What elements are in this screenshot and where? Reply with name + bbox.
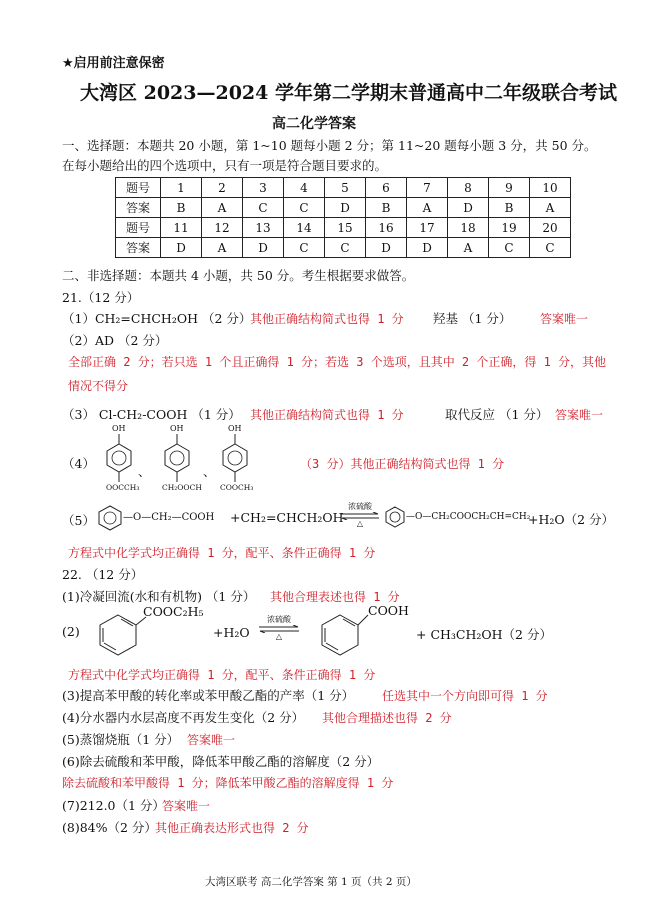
table-cell: 14: [284, 218, 325, 238]
q21-p3-answer2: 取代反应 （1 分）: [445, 407, 549, 422]
substituent-label: CH₂OOCH: [162, 483, 202, 492]
separator: 、: [203, 464, 216, 479]
table-cell: C: [489, 238, 530, 258]
heat-symbol: △: [275, 632, 283, 641]
section1-line1: 一、选择题：本题共 20 小题，第 1~10 题每小题 2 分；第 11~20 题每小题 3 分，共 50 分。: [62, 138, 597, 153]
q22-p4-answer: (4)分水器内水层高度不再发生变化（2 分）: [62, 710, 305, 725]
answer-table: [115, 177, 571, 258]
q21-p3-note: 其他正确结构简式也得 1 分: [250, 408, 404, 422]
table-row: [116, 218, 571, 238]
table-cell: C: [530, 238, 571, 258]
table-cell: 6: [366, 178, 407, 198]
q22-p3-answer: (3)提高苯甲酸的转化率或苯甲酸乙酯的产率（1 分）: [62, 688, 355, 703]
page-subtitle: 高二化学答案: [272, 116, 356, 132]
table-cell: C: [284, 238, 325, 258]
q21-p5-tail: +H₂O（2 分）: [528, 512, 615, 527]
heat-symbol: △: [356, 519, 364, 528]
q22-p1-note: 其他合理表述也得 1 分: [270, 590, 400, 604]
q21-p3-note2: 答案唯一: [555, 408, 604, 422]
table-cell: D: [407, 238, 448, 258]
table-cell: A: [202, 238, 243, 258]
q21-p1-answer: （1）CH₂=CHCH₂OH （2 分）: [62, 311, 252, 326]
q22-p8-answer: (8)84%（2 分）: [62, 820, 157, 835]
q21-p3-answer: （3） Cl-CH₂-COOH （1 分）: [62, 407, 241, 422]
ester-group-label: COOC₂H₅: [143, 604, 204, 619]
table-row: [116, 198, 571, 218]
q22-p6-note: 除去硫酸和苯甲酸得 1 分；降低苯甲酸乙酯的溶解度得 1 分: [62, 776, 394, 790]
table-cell: B: [489, 198, 530, 218]
table-cell: 12: [202, 218, 243, 238]
benzene-ring-icon: [90, 605, 150, 661]
q22-p1-answer: (1)冷凝回流(水和有机物) （1 分）: [62, 589, 256, 604]
table-cell: 18: [448, 218, 489, 238]
table-cell: 3: [243, 178, 284, 198]
q21-p2-note-b: 情况不得分: [68, 379, 129, 393]
oh-label: OH: [228, 424, 242, 433]
table-cell: 15: [325, 218, 366, 238]
q21-p2-answer: （2）AD （2 分）: [62, 333, 168, 348]
table-cell: C: [243, 198, 284, 218]
table-cell: 2: [202, 178, 243, 198]
table-cell: 9: [489, 178, 530, 198]
q21-heading: 21.（12 分）: [62, 290, 140, 305]
table-cell: D: [325, 198, 366, 218]
q21-p5-chain: —O—CH₂—COOH: [123, 512, 215, 523]
q21-p5-note: 方程式中化学式均正确得 1 分，配平、条件正确得 1 分: [68, 546, 376, 560]
table-cell: 11: [161, 218, 202, 238]
table-cell: D: [161, 238, 202, 258]
table-cell: 19: [489, 218, 530, 238]
q22-p5-note: 答案唯一: [187, 733, 236, 747]
table-cell: B: [366, 198, 407, 218]
table-cell: C: [284, 198, 325, 218]
q21-p2-note-a: 全部正确 2 分；若只选 1 个且正确得 1 分；若选 3 个选项，且其中 2 个正确，得 1 分，其他: [68, 355, 607, 369]
oh-label: OH: [112, 424, 126, 433]
oh-label: OH: [170, 424, 184, 433]
q21-p5-product: —O—CH₂COOCH₂CH=CH₂: [406, 512, 531, 522]
table-cell: A: [530, 198, 571, 218]
reaction-condition: 浓硫酸: [348, 502, 372, 511]
benzene-ring-icon: [97, 504, 123, 532]
q22-p4-note: 其他合理描述也得 2 分: [322, 711, 452, 725]
q22-p8-note: 其他正确表达形式也得 2 分: [155, 821, 309, 835]
separator: 、: [138, 464, 151, 479]
table-cell: 题号: [116, 178, 161, 198]
page-title: 大湾区 2023—2024 学年第二学期末普通高中二年级联合考试: [80, 82, 617, 104]
structure-3: [214, 424, 269, 494]
table-cell: 16: [366, 218, 407, 238]
section1-line2: 在每小题给出的四个选项中，只有一项是符合题目要求的。: [62, 158, 388, 173]
table-cell: A: [407, 198, 448, 218]
structure-2: [156, 424, 211, 494]
q22-p7-answer: (7)212.0（1 分）: [62, 798, 165, 813]
page-footer: 大湾区联考 高二化学答案 第 1 页（共 2 页）: [205, 876, 417, 888]
structure-1: [98, 424, 148, 494]
q22-p3-note: 任选其中一个方向即可得 1 分: [382, 689, 548, 703]
reaction-condition: 浓硫酸: [267, 615, 291, 624]
q21-p5-reactant: +CH₂=CHCH₂OH: [230, 510, 344, 525]
table-cell: C: [325, 238, 366, 258]
benzene-ring-icon: [384, 505, 406, 529]
table-cell: 答案: [116, 238, 161, 258]
q22-p2-tail: + CH₃CH₂OH（2 分）: [416, 627, 552, 642]
table-row: [116, 238, 571, 258]
table-row: [116, 178, 571, 198]
q21-p1-answer2: 羟基 （1 分）: [433, 311, 512, 326]
q22-p2-note: 方程式中化学式均正确得 1 分，配平、条件正确得 1 分: [68, 668, 376, 682]
q22-p2-label: (2): [62, 624, 80, 639]
q22-heading: 22. （12 分）: [62, 567, 144, 582]
acid-group-label: COOH: [368, 603, 409, 618]
q21-p4-note: （3 分）其他正确结构简式也得 1 分: [300, 457, 505, 471]
table-cell: 17: [407, 218, 448, 238]
table-cell: A: [202, 198, 243, 218]
substituent-label: COOCH₃: [220, 483, 254, 492]
substituent-label: OOCCH₃: [106, 483, 140, 492]
table-cell: D: [366, 238, 407, 258]
table-cell: D: [448, 198, 489, 218]
q21-p5-label: （5）: [62, 513, 95, 528]
table-cell: 题号: [116, 218, 161, 238]
benzene-ring-icon: [310, 603, 376, 661]
table-cell: 1: [161, 178, 202, 198]
table-cell: D: [243, 238, 284, 258]
table-cell: 7: [407, 178, 448, 198]
table-cell: 4: [284, 178, 325, 198]
q22-p6-answer: (6)除去硫酸和苯甲酸，降低苯甲酸乙酯的溶解度（2 分）: [62, 754, 380, 769]
table-cell: 13: [243, 218, 284, 238]
q22-p7-note: 答案唯一: [162, 799, 211, 813]
confidential-notice: ★启用前注意保密: [62, 56, 165, 71]
table-cell: 8: [448, 178, 489, 198]
q22-p2-water: +H₂O: [213, 625, 250, 640]
q21-p1-note2: 答案唯一: [540, 312, 589, 326]
table-cell: 5: [325, 178, 366, 198]
q21-p1-note: 其他正确结构简式也得 1 分: [250, 312, 404, 326]
q21-p4-label: （4）: [62, 456, 95, 471]
q22-p5-answer: (5)蒸馏烧瓶（1 分）: [62, 732, 180, 747]
table-cell: 10: [530, 178, 571, 198]
table-cell: 答案: [116, 198, 161, 218]
section2-heading: 二、非选择题：本题共 4 小题，共 50 分。考生根据要求做答。: [62, 268, 415, 283]
table-cell: B: [161, 198, 202, 218]
table-cell: A: [448, 238, 489, 258]
table-cell: 20: [530, 218, 571, 238]
